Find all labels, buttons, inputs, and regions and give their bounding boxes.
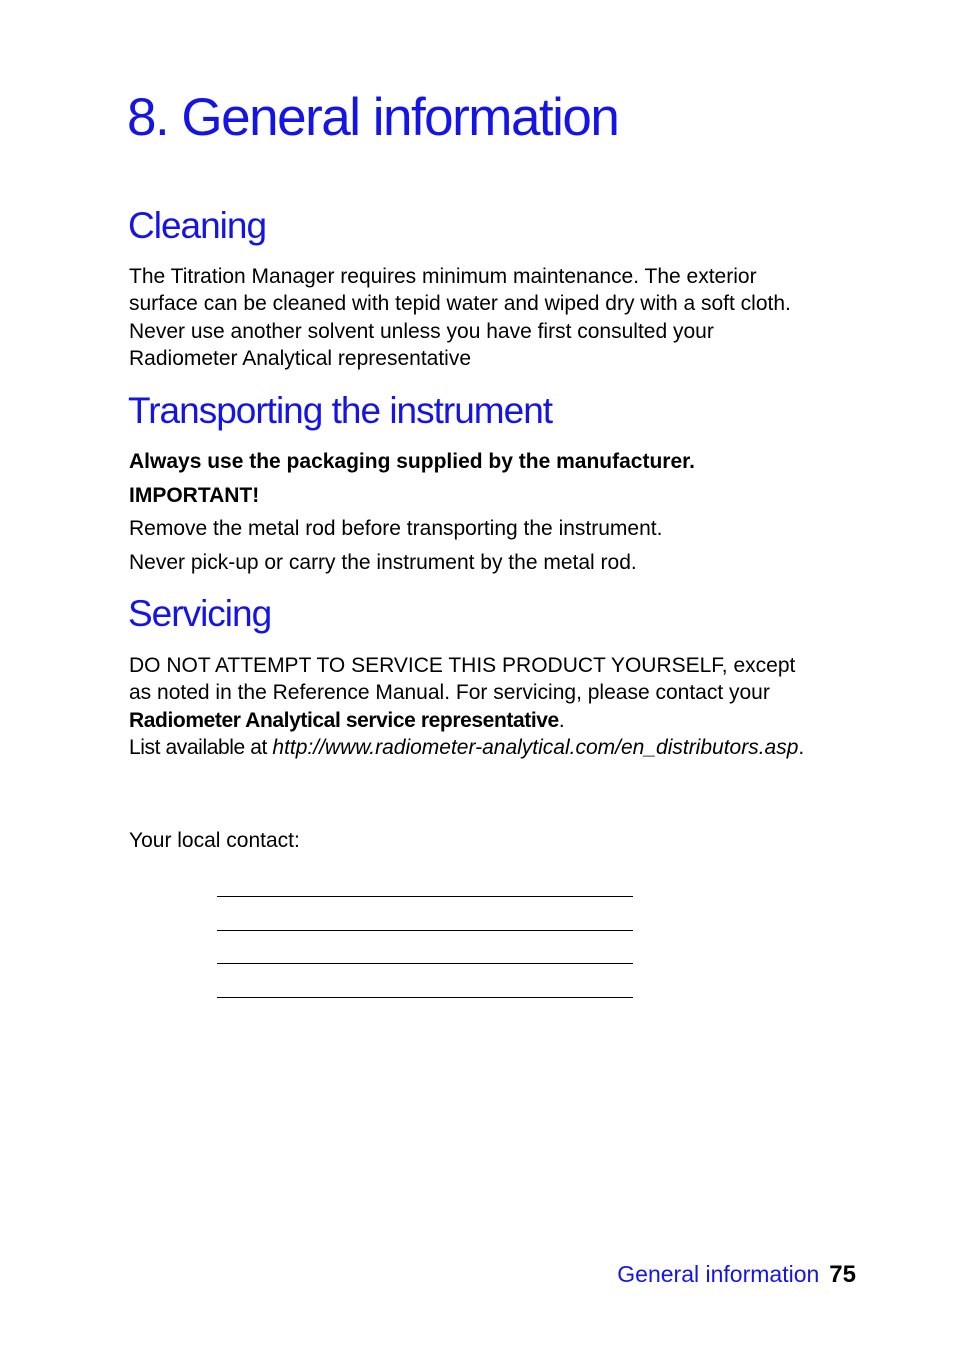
contact-line-3[interactable]: [217, 963, 633, 964]
important-label: IMPORTANT!: [129, 484, 260, 507]
never-carry-note: Never pick-up or carry the instrument by the metal rod.: [129, 551, 637, 574]
contact-line-1[interactable]: [217, 896, 633, 897]
servicing-line-4: [129, 734, 804, 761]
cleaning-heading: Cleaning: [128, 205, 267, 246]
contact-line-4[interactable]: [217, 997, 633, 998]
page-number: 75: [829, 1261, 856, 1288]
remove-rod-note: Remove the metal rod before transporting the instrument.: [129, 517, 663, 540]
list-period: .: [798, 736, 805, 759]
transporting-heading: Transporting the instrument: [128, 390, 553, 431]
local-contact-label: Your local contact:: [129, 829, 300, 852]
cleaning-line-1: The Titration Manager requires minimum maintenance. The exterior: [129, 265, 757, 288]
cleaning-line-4: Radiometer Analytical representative: [129, 347, 472, 370]
cleaning-line-3: Never use another solvent unless you have first consulted your: [129, 320, 714, 343]
servicing-heading: Servicing: [128, 593, 272, 634]
contact-line-2[interactable]: [217, 930, 633, 931]
page-title: 8. General information: [127, 88, 619, 147]
servicing-line-2: as noted in the Reference Manual. For servicing, please contact your: [129, 681, 770, 704]
cleaning-line-2: surface can be cleaned with tepid water and wiped dry with a soft cloth.: [129, 292, 791, 315]
servicing-line-3: [129, 707, 565, 734]
servicing-period: .: [558, 709, 565, 732]
packaging-note: Always use the packaging supplied by the manufacturer.: [129, 450, 695, 473]
service-representative: Radiometer Analytical service representative: [129, 709, 559, 732]
list-prefix: List available at: [129, 736, 273, 759]
distributors-url[interactable]: http://www.radiometer-analytical.com/en_distributors.asp: [272, 736, 799, 759]
page-footer: [617, 1258, 856, 1291]
footer-section-title: General information: [617, 1261, 820, 1287]
servicing-line-1: DO NOT ATTEMPT TO SERVICE THIS PRODUCT YOURSELF, except: [129, 654, 796, 677]
